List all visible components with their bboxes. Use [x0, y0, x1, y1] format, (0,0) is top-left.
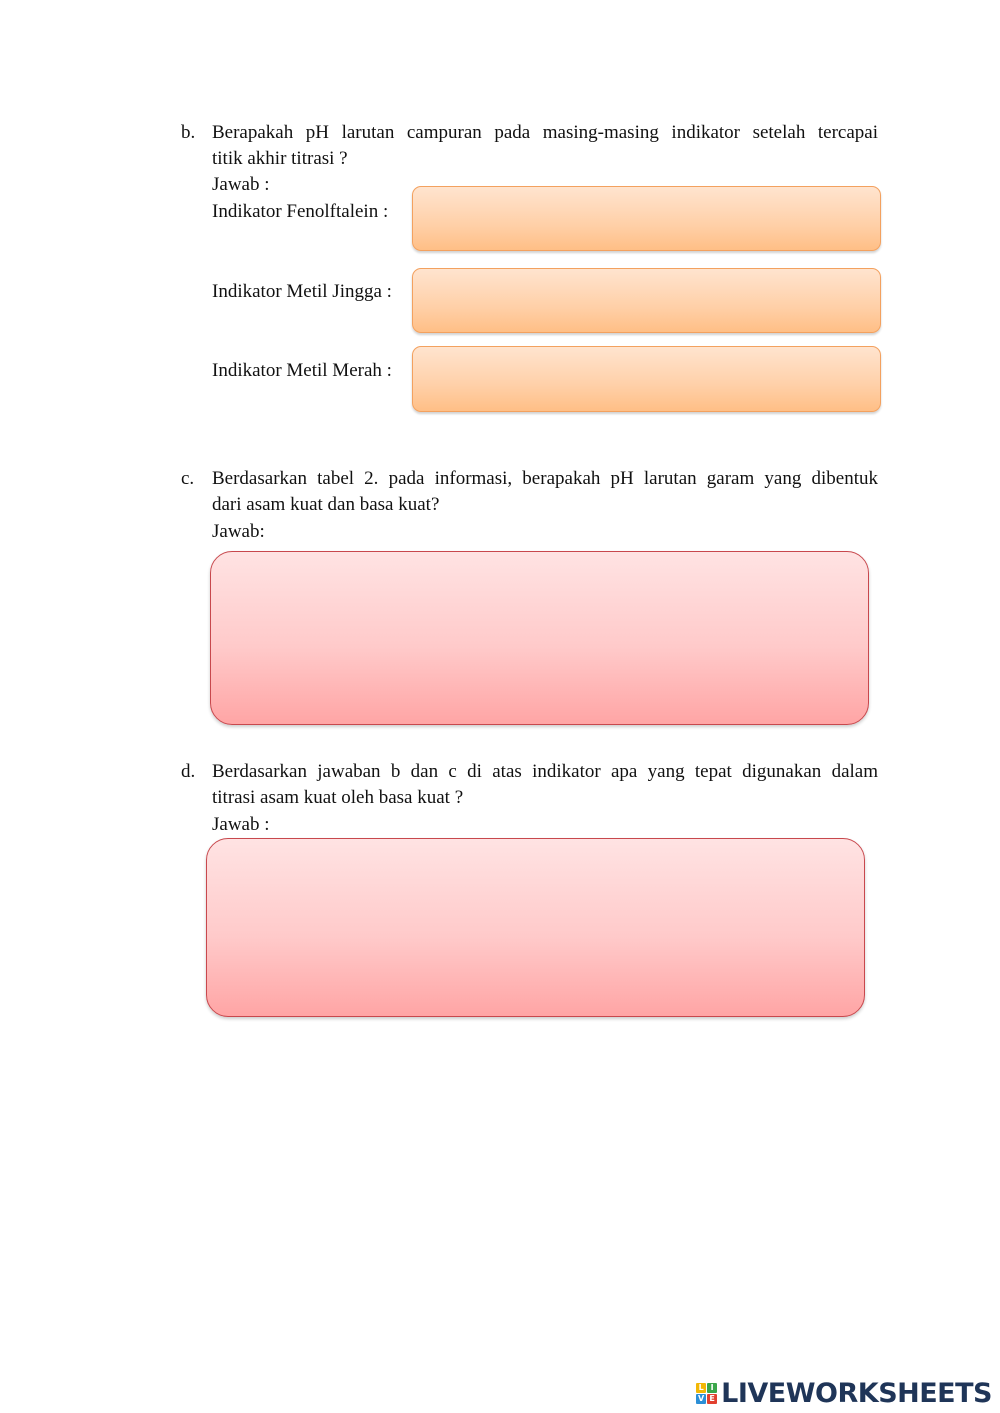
question-c-marker: c.	[181, 468, 195, 489]
question-b-text	[212, 120, 878, 172]
question-c-answer-label: Jawab:	[212, 521, 265, 542]
liveworksheets-logo	[696, 1378, 992, 1408]
question-d-line1: Berdasarkan jawaban b dan c di atas indikator apa yang tepat digunakan dalam	[212, 761, 878, 782]
metil-merah-answer-input[interactable]	[412, 346, 881, 412]
question-b-marker: b.	[181, 122, 196, 143]
field-metil-jingga-label: Indikator Metil Jingga :	[212, 281, 392, 302]
logo-mark-letter: I	[707, 1383, 717, 1393]
fenolftalein-answer-input[interactable]	[412, 186, 881, 251]
liveworksheets-logo-icon	[696, 1383, 717, 1404]
question-d-answer-input[interactable]	[206, 838, 865, 1017]
metil-jingga-answer-input[interactable]	[412, 268, 881, 333]
question-c-answer-input[interactable]	[210, 551, 869, 725]
logo-mark-letter: V	[698, 1394, 705, 1403]
liveworksheets-logo-text: LIVEWORKSHEETS	[721, 1377, 992, 1409]
question-d-line2: titrasi asam kuat oleh basa kuat ?	[212, 787, 464, 808]
question-c-text	[212, 466, 878, 518]
field-metil-merah-label: Indikator Metil Merah :	[212, 360, 392, 381]
logo-mark-letter: L	[696, 1383, 706, 1393]
logo-mark-letter: E	[707, 1394, 717, 1404]
question-b-answer-label: Jawab :	[212, 174, 270, 195]
question-d-text	[212, 759, 878, 811]
question-d-marker: d.	[181, 761, 196, 782]
question-d-answer-label: Jawab :	[212, 814, 270, 835]
question-b-line2: titik akhir titrasi ?	[212, 148, 348, 169]
field-fenolftalein-label: Indikator Fenolftalein :	[212, 201, 389, 222]
question-c-line1: Berdasarkan tabel 2. pada informasi, berapakah pH larutan garam yang dibentuk	[212, 468, 878, 489]
question-c-line2: dari asam kuat dan basa kuat?	[212, 494, 440, 515]
question-b-line1: Berapakah pH larutan campuran pada masing-masing indikator setelah tercapai	[212, 122, 878, 143]
